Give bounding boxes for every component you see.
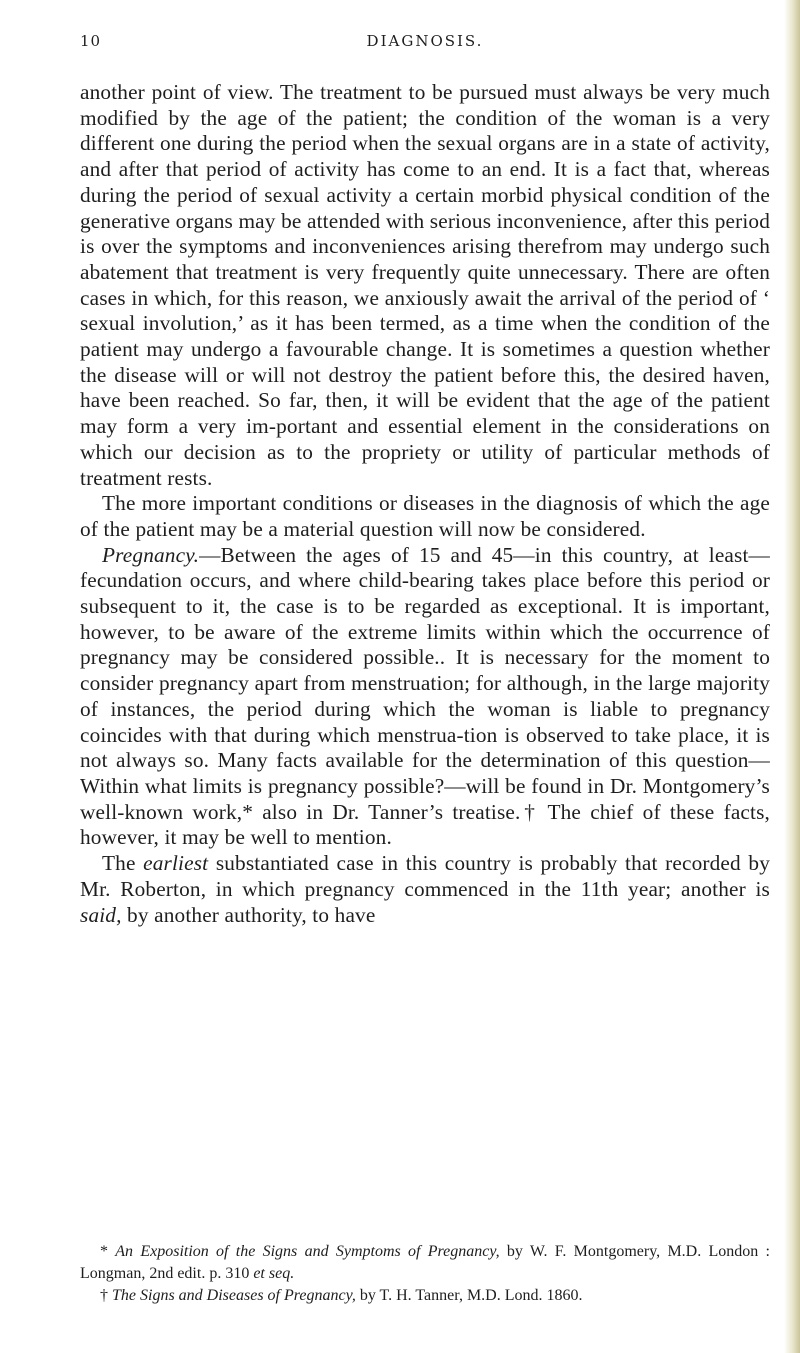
running-head: DIAGNOSIS. [366,32,484,50]
footnote-1-title: An Exposition of the Signs and Symptoms of Pregnancy, [115,1243,500,1260]
footnotes [80,1241,770,1307]
body-text [80,80,770,928]
footnote-1-mark: * [100,1243,116,1260]
paragraph-4 [80,851,770,928]
paragraph-4-start: The [102,851,144,876]
paragraph-3-text: —Between the ages of 15 and 45—in this country, at least—fecundation occurs, and where child-bearing takes place before this period or subsequent to it, the case is to be regarded as exceptional. It is important, however, to be aware of the extreme limits within which the occurrence of pregnancy may be considered possible.. It is necessary for the moment to consider pregnancy apart from menstruation; for although, in the large majority of instances, the period during which the woman is liable to pregnancy coincides with that during which menstrua-tion is observed to take place, it is not always so. Many facts available for the determination of this question—Within what limits is pregnancy possible?—will be found in Dr. Montgomery’s well-known work,* also in Dr. Tanner’s treatise.† The chief of these facts, however, it may be well to mention. [80,542,770,850]
paragraph-4-middle: substantiated case in this country is probably that recorded by Mr. Roberton, in which pregnancy commenced in the 11th year; another is [80,851,770,901]
footnote-2-text: by T. H. Tanner, M.D. Lond. 1860. [355,1287,583,1304]
emphasis-said: said, [80,902,122,927]
footnote-1 [80,1241,770,1285]
paragraph-2: The more important conditions or diseases in the diagnosis of which the age of the patient may be a material question will now be considered. [80,491,770,541]
footnote-2-title: The Signs and Diseases of Pregnancy, [112,1287,356,1304]
footnote-2-mark: † [100,1287,112,1304]
paragraph-3 [80,543,770,851]
footnote-2 [80,1285,770,1307]
paragraph-4-end: by another authority, to have [121,902,376,927]
page-edge-shadow [784,0,800,1353]
page-number: 10 [80,32,102,50]
footnote-1-et-seq: et seq. [253,1265,295,1282]
emphasis-earliest: earliest [143,851,209,876]
paragraph-1: another point of view. The treatment to be pursued must always be very much modified by the age of the patient; the condition of the woman is a very different one during the period when the sexual organs are in a state of activity, and after that period of activity has come to an end. It is a fact that, whereas during the period of sexual activity a certain morbid physical condition of the generative organs may be attended with serious inconvenience, after this period is over the symptoms and inconveniences arising therefrom may undergo such abatement that treatment is very frequently quite unnecessary. There are often cases in which, for this reason, we anxiously await the arrival of the period of ‘ sexual involution,’ as it has been termed, as a time when the condition of the patient may undergo a favourable change. It is sometimes a question whether the disease will or will not destroy the patient before this, the desired haven, have been reached. So far, then, it will be evident that the age of the patient may form a very im-portant and essential element in the considerations on which our decision as to the propriety or utility of particular methods of treatment rests. [80,80,770,490]
page-header [80,32,770,56]
section-heading-pregnancy: Pregnancy. [102,542,200,567]
footnote-1-text: by W. F. Montgomery, M.D. London : Longman, 2nd edit. p. 310 [80,1243,770,1282]
